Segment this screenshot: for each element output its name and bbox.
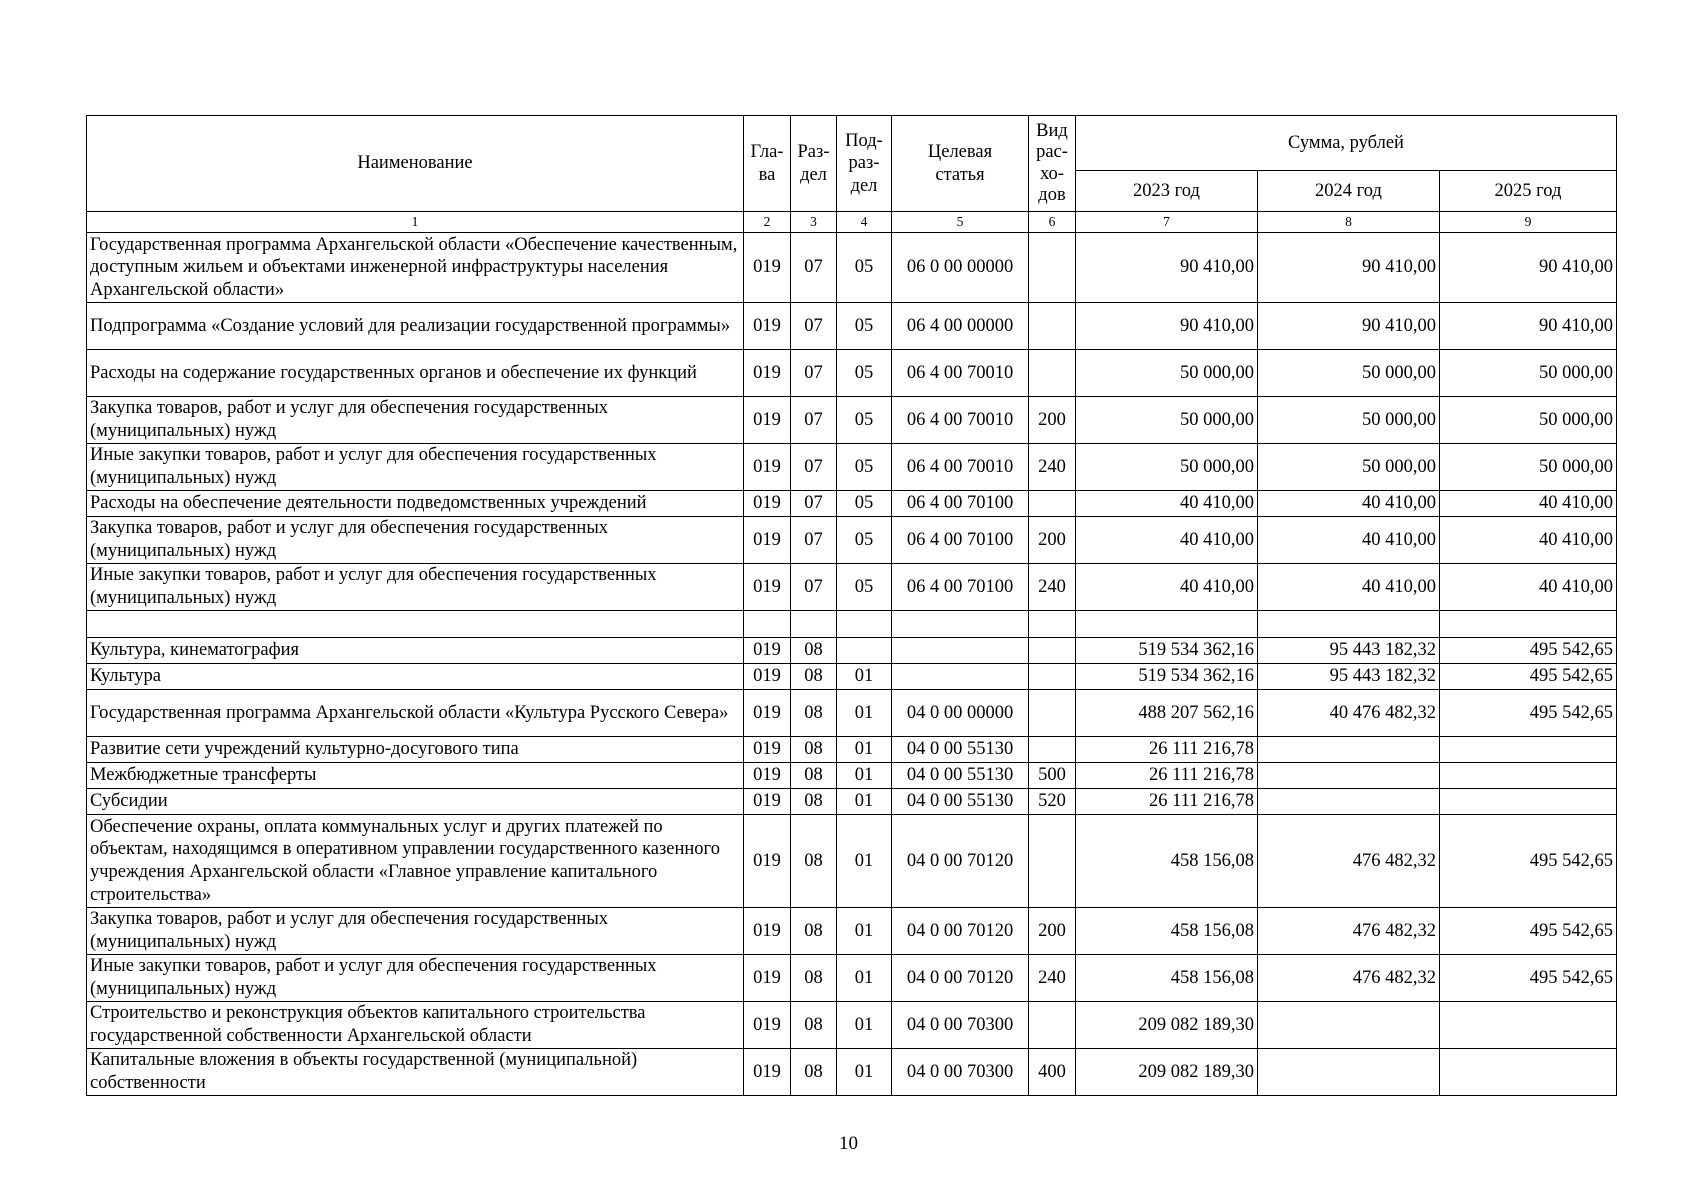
row-glava: 019 bbox=[744, 303, 791, 350]
row-name bbox=[87, 611, 744, 638]
row-amount-2024: 40 476 482,32 bbox=[1258, 690, 1440, 737]
row-amount-2025 bbox=[1440, 737, 1617, 763]
row-celevaya-statya: 06 4 00 70010 bbox=[892, 350, 1029, 397]
table-row bbox=[87, 908, 1617, 955]
row-amount-2024: 40 410,00 bbox=[1258, 491, 1440, 517]
row-amount-2025 bbox=[1440, 611, 1617, 638]
row-celevaya-statya: 04 0 00 00000 bbox=[892, 690, 1029, 737]
row-vid-rashodov: 400 bbox=[1029, 1049, 1076, 1096]
row-vid-rashodov: 200 bbox=[1029, 517, 1076, 564]
table-row bbox=[87, 517, 1617, 564]
row-vid-rashodov bbox=[1029, 303, 1076, 350]
row-name: Культура, кинематография bbox=[87, 638, 744, 664]
row-vid-rashodov: 200 bbox=[1029, 397, 1076, 444]
row-podrazdel: 01 bbox=[837, 815, 892, 908]
row-amount-2023: 26 111 216,78 bbox=[1076, 737, 1258, 763]
row-vid-rashodov bbox=[1029, 350, 1076, 397]
row-name: Расходы на содержание государственных органов и обеспечение их функций bbox=[87, 350, 744, 397]
row-celevaya-statya: 04 0 00 70300 bbox=[892, 1002, 1029, 1049]
row-amount-2024 bbox=[1258, 789, 1440, 815]
row-celevaya-statya: 04 0 00 70120 bbox=[892, 908, 1029, 955]
table-row bbox=[87, 1049, 1617, 1096]
row-celevaya-statya: 04 0 00 55130 bbox=[892, 763, 1029, 789]
column-number: 1 bbox=[87, 212, 744, 233]
row-amount-2023: 458 156,08 bbox=[1076, 955, 1258, 1002]
row-amount-2024 bbox=[1258, 763, 1440, 789]
table-row bbox=[87, 1002, 1617, 1049]
column-number: 9 bbox=[1440, 212, 1617, 233]
row-podrazdel: 01 bbox=[837, 737, 892, 763]
row-podrazdel: 01 bbox=[837, 1049, 892, 1096]
row-amount-2025 bbox=[1440, 1002, 1617, 1049]
row-razdel: 07 bbox=[791, 350, 837, 397]
row-razdel: 08 bbox=[791, 789, 837, 815]
row-vid-rashodov bbox=[1029, 611, 1076, 638]
row-razdel: 07 bbox=[791, 444, 837, 491]
row-amount-2024: 50 000,00 bbox=[1258, 397, 1440, 444]
row-name: Иные закупки товаров, работ и услуг для обеспечения государственных (муниципальных) нужд bbox=[87, 444, 744, 491]
row-amount-2023: 488 207 562,16 bbox=[1076, 690, 1258, 737]
column-number: 8 bbox=[1258, 212, 1440, 233]
row-glava: 019 bbox=[744, 350, 791, 397]
row-razdel: 08 bbox=[791, 690, 837, 737]
row-amount-2025: 40 410,00 bbox=[1440, 491, 1617, 517]
row-amount-2023: 519 534 362,16 bbox=[1076, 638, 1258, 664]
row-amount-2023: 458 156,08 bbox=[1076, 815, 1258, 908]
row-celevaya-statya: 06 4 00 70100 bbox=[892, 564, 1029, 611]
row-name: Иные закупки товаров, работ и услуг для обеспечения государственных (муниципальных) нужд bbox=[87, 955, 744, 1002]
row-amount-2025: 495 542,65 bbox=[1440, 690, 1617, 737]
row-name: Закупка товаров, работ и услуг для обеспечения государственных (муниципальных) нужд bbox=[87, 908, 744, 955]
header-razdel: Раз- дел bbox=[791, 116, 837, 212]
column-number: 6 bbox=[1029, 212, 1076, 233]
row-podrazdel bbox=[837, 638, 892, 664]
row-glava: 019 bbox=[744, 789, 791, 815]
table-row bbox=[87, 303, 1617, 350]
row-glava: 019 bbox=[744, 664, 791, 690]
row-amount-2025: 50 000,00 bbox=[1440, 444, 1617, 491]
row-vid-rashodov bbox=[1029, 664, 1076, 690]
table-row bbox=[87, 638, 1617, 664]
table-row bbox=[87, 350, 1617, 397]
row-amount-2025: 495 542,65 bbox=[1440, 908, 1617, 955]
row-glava: 019 bbox=[744, 444, 791, 491]
row-glava: 019 bbox=[744, 690, 791, 737]
row-amount-2024 bbox=[1258, 1049, 1440, 1096]
row-amount-2023: 40 410,00 bbox=[1076, 517, 1258, 564]
row-podrazdel: 01 bbox=[837, 763, 892, 789]
column-number: 7 bbox=[1076, 212, 1258, 233]
row-amount-2025: 50 000,00 bbox=[1440, 350, 1617, 397]
row-vid-rashodov bbox=[1029, 1002, 1076, 1049]
column-numbers-row bbox=[87, 212, 1617, 233]
row-razdel: 07 bbox=[791, 491, 837, 517]
row-celevaya-statya: 04 0 00 70120 bbox=[892, 815, 1029, 908]
row-name: Подпрограмма «Создание условий для реализации государственной программы» bbox=[87, 303, 744, 350]
budget-table bbox=[86, 115, 1617, 1096]
row-podrazdel: 05 bbox=[837, 444, 892, 491]
row-amount-2025: 90 410,00 bbox=[1440, 303, 1617, 350]
table-body bbox=[87, 233, 1617, 1096]
row-amount-2024: 50 000,00 bbox=[1258, 350, 1440, 397]
row-amount-2023: 26 111 216,78 bbox=[1076, 789, 1258, 815]
row-amount-2025 bbox=[1440, 763, 1617, 789]
row-amount-2024: 476 482,32 bbox=[1258, 908, 1440, 955]
row-celevaya-statya: 06 4 00 70100 bbox=[892, 491, 1029, 517]
row-amount-2024: 95 443 182,32 bbox=[1258, 664, 1440, 690]
row-amount-2024: 95 443 182,32 bbox=[1258, 638, 1440, 664]
row-glava: 019 bbox=[744, 491, 791, 517]
row-vid-rashodov bbox=[1029, 815, 1076, 908]
row-amount-2023: 519 534 362,16 bbox=[1076, 664, 1258, 690]
header-summa: Сумма, рублей bbox=[1076, 116, 1617, 171]
table-row bbox=[87, 763, 1617, 789]
row-celevaya-statya: 04 0 00 55130 bbox=[892, 789, 1029, 815]
row-celevaya-statya: 06 4 00 70010 bbox=[892, 444, 1029, 491]
row-amount-2024: 476 482,32 bbox=[1258, 955, 1440, 1002]
row-amount-2023: 40 410,00 bbox=[1076, 491, 1258, 517]
row-podrazdel: 05 bbox=[837, 350, 892, 397]
table-row bbox=[87, 737, 1617, 763]
row-razdel: 07 bbox=[791, 564, 837, 611]
row-celevaya-statya bbox=[892, 638, 1029, 664]
row-name: Культура bbox=[87, 664, 744, 690]
row-vid-rashodov: 520 bbox=[1029, 789, 1076, 815]
row-glava: 019 bbox=[744, 517, 791, 564]
header-2025: 2025 год bbox=[1440, 171, 1617, 212]
row-vid-rashodov bbox=[1029, 491, 1076, 517]
row-amount-2025: 495 542,65 bbox=[1440, 955, 1617, 1002]
header-celevaya-statya: Целевая статья bbox=[892, 116, 1029, 212]
row-razdel: 07 bbox=[791, 397, 837, 444]
row-amount-2023: 209 082 189,30 bbox=[1076, 1049, 1258, 1096]
header-name: Наименование bbox=[87, 116, 744, 212]
row-razdel: 07 bbox=[791, 233, 837, 303]
row-amount-2024 bbox=[1258, 1002, 1440, 1049]
row-name: Закупка товаров, работ и услуг для обеспечения государственных (муниципальных) нужд bbox=[87, 397, 744, 444]
row-name: Государственная программа Архангельской области «Культура Русского Севера» bbox=[87, 690, 744, 737]
row-glava: 019 bbox=[744, 955, 791, 1002]
row-glava: 019 bbox=[744, 815, 791, 908]
table-row bbox=[87, 491, 1617, 517]
row-name: Иные закупки товаров, работ и услуг для обеспечения государственных (муниципальных) нужд bbox=[87, 564, 744, 611]
row-razdel: 08 bbox=[791, 815, 837, 908]
row-podrazdel: 05 bbox=[837, 517, 892, 564]
row-amount-2023 bbox=[1076, 611, 1258, 638]
row-podrazdel: 01 bbox=[837, 690, 892, 737]
row-celevaya-statya: 04 0 00 55130 bbox=[892, 737, 1029, 763]
row-name: Развитие сети учреждений культурно-досугового типа bbox=[87, 737, 744, 763]
header-podrazdel: Под- раз- дел bbox=[837, 116, 892, 212]
row-celevaya-statya: 06 4 00 00000 bbox=[892, 303, 1029, 350]
row-amount-2023: 50 000,00 bbox=[1076, 397, 1258, 444]
row-amount-2025 bbox=[1440, 789, 1617, 815]
row-amount-2024: 90 410,00 bbox=[1258, 233, 1440, 303]
row-vid-rashodov: 240 bbox=[1029, 564, 1076, 611]
row-amount-2025: 495 542,65 bbox=[1440, 664, 1617, 690]
row-amount-2023: 50 000,00 bbox=[1076, 444, 1258, 491]
row-podrazdel: 05 bbox=[837, 564, 892, 611]
row-glava: 019 bbox=[744, 908, 791, 955]
row-glava: 019 bbox=[744, 763, 791, 789]
table-row bbox=[87, 789, 1617, 815]
row-amount-2025 bbox=[1440, 1049, 1617, 1096]
row-razdel: 08 bbox=[791, 638, 837, 664]
row-celevaya-statya: 04 0 00 70120 bbox=[892, 955, 1029, 1002]
row-vid-rashodov: 200 bbox=[1029, 908, 1076, 955]
row-name: Капитальные вложения в объекты государственной (муниципальной) собственности bbox=[87, 1049, 744, 1096]
row-podrazdel: 01 bbox=[837, 1002, 892, 1049]
row-podrazdel bbox=[837, 611, 892, 638]
row-glava: 019 bbox=[744, 1002, 791, 1049]
header-glava: Гла- ва bbox=[744, 116, 791, 212]
row-amount-2025: 90 410,00 bbox=[1440, 233, 1617, 303]
header-vid-rashodov: Вид рас- хо- дов bbox=[1029, 116, 1076, 212]
row-podrazdel: 01 bbox=[837, 664, 892, 690]
row-razdel: 08 bbox=[791, 763, 837, 789]
row-amount-2025: 495 542,65 bbox=[1440, 638, 1617, 664]
row-glava: 019 bbox=[744, 233, 791, 303]
row-vid-rashodov bbox=[1029, 638, 1076, 664]
row-razdel: 07 bbox=[791, 303, 837, 350]
row-celevaya-statya bbox=[892, 611, 1029, 638]
row-amount-2025: 495 542,65 bbox=[1440, 815, 1617, 908]
column-number: 5 bbox=[892, 212, 1029, 233]
row-celevaya-statya: 04 0 00 70300 bbox=[892, 1049, 1029, 1096]
row-amount-2024: 40 410,00 bbox=[1258, 517, 1440, 564]
row-podrazdel: 01 bbox=[837, 955, 892, 1002]
row-amount-2023: 209 082 189,30 bbox=[1076, 1002, 1258, 1049]
row-podrazdel: 01 bbox=[837, 908, 892, 955]
row-name: Государственная программа Архангельской области «Обеспечение качественным, доступным жильем и объектами инженерной инфраструктуры населения Архангельской области» bbox=[87, 233, 744, 303]
table-row bbox=[87, 815, 1617, 908]
row-name: Расходы на обеспечение деятельности подведомственных учреждений bbox=[87, 491, 744, 517]
row-amount-2023: 50 000,00 bbox=[1076, 350, 1258, 397]
row-amount-2025: 40 410,00 bbox=[1440, 517, 1617, 564]
row-razdel: 08 bbox=[791, 955, 837, 1002]
row-name: Межбюджетные трансферты bbox=[87, 763, 744, 789]
table-row bbox=[87, 444, 1617, 491]
table-row bbox=[87, 955, 1617, 1002]
row-name: Субсидии bbox=[87, 789, 744, 815]
row-vid-rashodov bbox=[1029, 737, 1076, 763]
row-razdel: 08 bbox=[791, 664, 837, 690]
table-row bbox=[87, 690, 1617, 737]
row-name: Строительство и реконструкция объектов капитального строительства государственной собственности Архангельской области bbox=[87, 1002, 744, 1049]
row-amount-2024: 50 000,00 bbox=[1258, 444, 1440, 491]
row-amount-2024: 476 482,32 bbox=[1258, 815, 1440, 908]
row-amount-2025: 40 410,00 bbox=[1440, 564, 1617, 611]
row-glava: 019 bbox=[744, 397, 791, 444]
row-razdel bbox=[791, 611, 837, 638]
column-number: 4 bbox=[837, 212, 892, 233]
row-amount-2024 bbox=[1258, 737, 1440, 763]
row-podrazdel: 05 bbox=[837, 233, 892, 303]
row-celevaya-statya: 06 4 00 70100 bbox=[892, 517, 1029, 564]
row-razdel: 08 bbox=[791, 737, 837, 763]
row-podrazdel: 05 bbox=[837, 397, 892, 444]
row-vid-rashodov bbox=[1029, 233, 1076, 303]
row-podrazdel: 05 bbox=[837, 491, 892, 517]
row-celevaya-statya: 06 4 00 70010 bbox=[892, 397, 1029, 444]
table-row bbox=[87, 233, 1617, 303]
header-2023: 2023 год bbox=[1076, 171, 1258, 212]
row-celevaya-statya bbox=[892, 664, 1029, 690]
row-amount-2024: 90 410,00 bbox=[1258, 303, 1440, 350]
row-razdel: 08 bbox=[791, 1002, 837, 1049]
row-glava: 019 bbox=[744, 1049, 791, 1096]
row-vid-rashodov bbox=[1029, 690, 1076, 737]
table-row bbox=[87, 611, 1617, 638]
column-number: 3 bbox=[791, 212, 837, 233]
row-podrazdel: 05 bbox=[837, 303, 892, 350]
row-amount-2023: 40 410,00 bbox=[1076, 564, 1258, 611]
table-row bbox=[87, 564, 1617, 611]
row-glava: 019 bbox=[744, 638, 791, 664]
page-number: 10 bbox=[839, 1133, 858, 1154]
row-vid-rashodov: 500 bbox=[1029, 763, 1076, 789]
row-vid-rashodov: 240 bbox=[1029, 955, 1076, 1002]
header-2024: 2024 год bbox=[1258, 171, 1440, 212]
row-amount-2023: 458 156,08 bbox=[1076, 908, 1258, 955]
row-amount-2024 bbox=[1258, 611, 1440, 638]
row-razdel: 08 bbox=[791, 1049, 837, 1096]
table-row bbox=[87, 397, 1617, 444]
row-amount-2024: 40 410,00 bbox=[1258, 564, 1440, 611]
row-name: Обеспечение охраны, оплата коммунальных услуг и других платежей по объектам, находящимся в оперативном управлении государственного казенного учреждения Архангельской области «Главное управление капитального строительства» bbox=[87, 815, 744, 908]
row-vid-rashodov: 240 bbox=[1029, 444, 1076, 491]
row-amount-2023: 26 111 216,78 bbox=[1076, 763, 1258, 789]
row-name: Закупка товаров, работ и услуг для обеспечения государственных (муниципальных) нужд bbox=[87, 517, 744, 564]
table-row bbox=[87, 664, 1617, 690]
row-amount-2023: 90 410,00 bbox=[1076, 303, 1258, 350]
row-amount-2023: 90 410,00 bbox=[1076, 233, 1258, 303]
column-number: 2 bbox=[744, 212, 791, 233]
row-glava: 019 bbox=[744, 737, 791, 763]
row-podrazdel: 01 bbox=[837, 789, 892, 815]
row-celevaya-statya: 06 0 00 00000 bbox=[892, 233, 1029, 303]
row-glava bbox=[744, 611, 791, 638]
row-razdel: 07 bbox=[791, 517, 837, 564]
row-razdel: 08 bbox=[791, 908, 837, 955]
row-amount-2025: 50 000,00 bbox=[1440, 397, 1617, 444]
row-glava: 019 bbox=[744, 564, 791, 611]
